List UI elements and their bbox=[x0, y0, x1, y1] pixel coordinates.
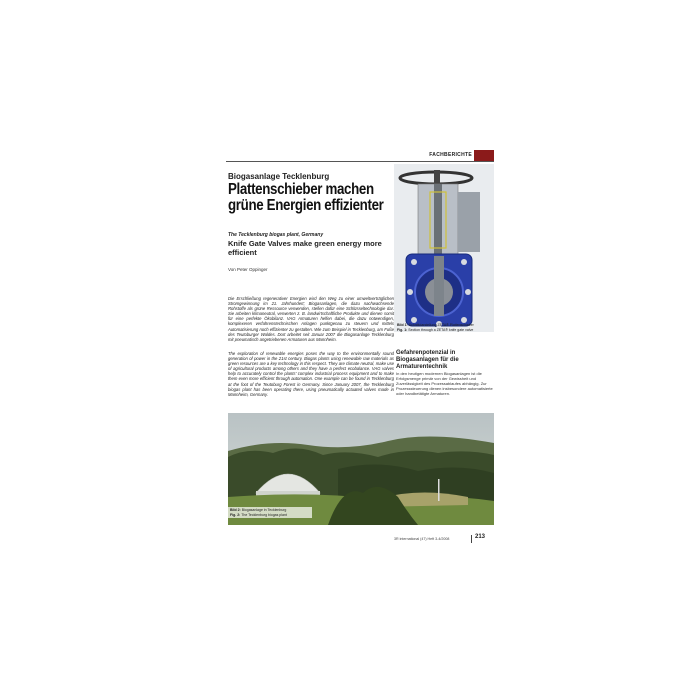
header-rule bbox=[226, 161, 494, 162]
caption-de-text: Schnittdarstellung ZETA® Plattenschieber bbox=[408, 323, 474, 327]
footer-source: 3R international (47) Heft 3-4/2008 bbox=[394, 537, 450, 541]
english-kicker: The Tecklenburg biogas plant, Germany bbox=[228, 232, 324, 238]
lead-paragraph-en: The exploration of renewable energies poses the way to the environmentally sound generation of power in the 21st century. Biogas plants using renewable raw materials as green resources are a key technology in this respect. They are climate neutral, make use of agricultural products among others and they have a perfect ecobalance. VAG valves help to accurately control the plants' complex industrial process equipment and to make them even more efficient through automation. One example can be found in Tecklenburg at the foot of the Teutoburg Forest in Germany. Since January 2007, the Tecklenburg biogas plant has been operating there, using pneumatically actuated valves made in Mannheim, Germany. bbox=[228, 351, 394, 397]
caption-en-text: Section through a ZETA® knife gate valve bbox=[408, 327, 474, 332]
photo-caption-de-text: Biogasanlage in Tecklenburg bbox=[241, 508, 287, 512]
photo-caption-de-label: Bild 2: bbox=[230, 508, 241, 512]
side-column-text: In den heutigen modernen Biogasanlagen ist die Erfolgsmenge primär von der Gewissheit und Zuverlässigkeit des Prozessablaufes abhängig. Zur Prozesssteuerung dienen insbesondere automatisierte oder handbetätigte Armaturen. bbox=[396, 371, 493, 396]
author-line: Von Peter Oppinger bbox=[228, 267, 268, 272]
article-title bbox=[228, 181, 384, 214]
article-kicker: Biogasanlage Tecklenburg bbox=[228, 172, 330, 181]
valve-caption bbox=[397, 323, 492, 332]
english-title: Knife Gate Valves make green energy more efficient bbox=[228, 239, 382, 257]
footer-divider bbox=[471, 535, 472, 543]
caption-en-label: Fig. 1: bbox=[397, 327, 408, 332]
section-label: FACHBERICHTE bbox=[429, 152, 472, 158]
side-column-heading: Gefahrenpotenzial in Biogasanlagen für die Armaturentechnik bbox=[396, 350, 459, 370]
caption-de-label: Bild 1: bbox=[397, 323, 408, 327]
lead-paragraph-de: Die Erschließung regenerativer Energien wird den Weg zu einer umweltverträglichen Stromgewinnung im 21. Jahrhundert; Biogasanlagen, die dazu nachwachsende Rohstoffe als grüne Ressource verwenden, stellen dafür eine Schlüsseltechnologie dar. Sie arbeiten klimaneutral, verwerten z. B. landwirtschaftliche Produkte und dienen somit für eine perfekte Ökobilanz. VAG Armaturen helfen dabei, die dazu notwendigen, komplexeren verfahrenstechnischen Anlagen punktgenau zu steuern und mittels Automatisierung noch effizienter zu gestalten. Wie zum Beispiel in Tecklenburg, am Fuße des Teutoburger Waldes. Dort arbeitet seit Januar 2007 die Biogasanlage Tecklenburg mit pneumatisch angetriebenen Armaturen aus Mannheim. bbox=[228, 296, 394, 342]
title-line-1: Plattenschieber machen bbox=[228, 181, 374, 198]
photo-caption-en-text: The Tecklenburg biogas plant bbox=[241, 512, 287, 517]
page-number: 213 bbox=[475, 534, 486, 540]
magazine-page bbox=[226, 148, 494, 548]
photo-caption-en-label: Fig. 2: bbox=[230, 512, 241, 517]
title-line-2: grüne Energien effizienter bbox=[228, 197, 384, 214]
photo-caption bbox=[228, 507, 312, 518]
knife-gate-valve-figure bbox=[394, 164, 494, 332]
